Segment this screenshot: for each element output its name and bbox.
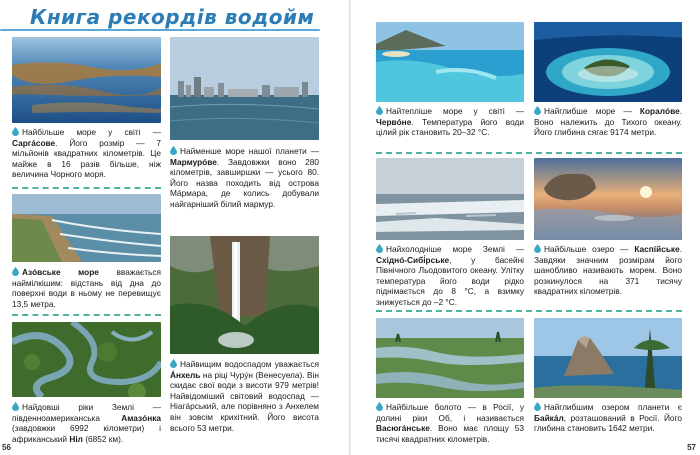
entry-name: Саргáсове [12, 137, 56, 148]
photo-angel-falls [170, 236, 319, 354]
entry-text: Найбільше озеро — [544, 244, 635, 254]
page-number-right: 57 [687, 443, 696, 452]
entry-name: Васюгáнське [376, 423, 430, 434]
entry-vasyugan [376, 402, 524, 444]
entry-text: вважається наймілкішим: відстань від дна до поверхні води в ньому не перевищує 13,5 метра. [12, 267, 161, 309]
left-page [0, 0, 349, 455]
entry-siberian [376, 244, 524, 308]
photo-marmara-sea [170, 37, 319, 140]
divider [12, 314, 161, 316]
entry-text: . Його розмір — 7 мільйонів квадратних кілометрів. Це майже в 16 разів більше, ніж величина Чорного моря. [12, 137, 161, 180]
water-drop-icon [12, 127, 19, 136]
entry-name: Азóвське море [22, 267, 99, 277]
entry-text: . Воно має площу 53 тисячі квадратних кілометрів. [376, 423, 524, 444]
entry-sargasso [12, 127, 161, 180]
entry-name: Каспíйське [634, 244, 680, 254]
entry-text: Найтепліше море у світі — [386, 106, 524, 116]
right-page [351, 0, 700, 455]
photo-coral-sea [534, 22, 682, 102]
entry-coral [534, 106, 682, 138]
entry-name: Байкáл [534, 412, 564, 423]
water-drop-icon [376, 106, 383, 115]
divider [12, 187, 161, 189]
entry-text: . Температура його води цілий рік становить 20–32 °С. [376, 116, 524, 138]
water-drop-icon [12, 402, 19, 411]
water-drop-icon [170, 359, 177, 368]
photo-amazon-river [12, 322, 161, 397]
divider [376, 310, 682, 312]
water-drop-icon [12, 267, 19, 276]
entry-text: Найменше море нашої планети — [180, 146, 319, 156]
entry-angel [170, 359, 319, 433]
photo-azov-sea [12, 194, 161, 262]
photo-red-sea [376, 22, 524, 102]
entry-amazon [12, 402, 161, 444]
entry-name: Ніл [69, 433, 83, 444]
entry-red [376, 106, 524, 138]
entry-text: (6852 км). [82, 433, 124, 444]
entry-text: Найхолодніше море Землі — [386, 244, 524, 254]
entry-name: Амазóнка [121, 412, 161, 423]
water-drop-icon [170, 146, 177, 155]
photo-caspian-sea [534, 158, 682, 240]
entry-text: на ріці Чурýн (Венесуела). Він скидає свої води з висоти 979 метрів! Найвідоміший світовий водоспад — Ніагáрський, але порівняно з Анхелем він зовсім крихітний. Його висота всього 53 метри. [170, 369, 319, 433]
title-underline [0, 29, 320, 31]
entry-baikal [534, 402, 682, 434]
divider [376, 152, 682, 154]
water-drop-icon [376, 402, 383, 411]
water-drop-icon [534, 244, 541, 253]
entry-name: Коралóве [639, 106, 680, 116]
photo-vasyugan-swamp [376, 318, 524, 398]
photo-sargasso-sea [12, 37, 161, 123]
entry-text: Найглибшим озером планети є [544, 402, 682, 412]
entry-text: . Завдовжки воно 280 кілометрів, завширшки — усього 80. Його назва походить від острова Мáрмара, де колись добували найгарніший білий мармур. [170, 156, 319, 209]
water-drop-icon [534, 106, 541, 115]
entry-text: Найдовші ріки Землі — південноамериканська [12, 402, 161, 423]
photo-east-siberian-sea [376, 158, 524, 240]
entry-text: Найвищим водоспадом уважається [180, 359, 319, 369]
entry-name: Східнó-Сибі́рське [376, 254, 450, 265]
entry-name: Мармурóве [170, 156, 217, 167]
entry-text: . Воно належить до Тихого океану. Його глибина сягає 9174 метри. [534, 106, 682, 138]
entry-text: Найглибше море — [544, 106, 640, 116]
entry-text: (завдовжки 6992 кілометри) і африканський [12, 423, 161, 444]
photo-baikal-lake [534, 318, 682, 398]
entry-text: , розташований в Росії. Його глибина становить 1642 метри. [534, 412, 682, 434]
entry-text: Найбільше море у світі — [22, 127, 161, 137]
entry-caspian [534, 244, 682, 297]
entry-name: Червóне [376, 116, 412, 127]
page-number-left: 56 [2, 443, 11, 452]
entry-marmara [170, 146, 319, 210]
water-drop-icon [534, 402, 541, 411]
water-drop-icon [376, 244, 383, 253]
entry-name: Áнхель [170, 369, 201, 380]
page-title: Книга рекордів водойм [30, 5, 315, 29]
entry-text: , у басейні Північного Льодовитого океану. Улітку температура його води рідко піднімається до 8 °С, а взимку знижується до –2 °С. [376, 254, 524, 307]
entry-azov [12, 267, 161, 309]
entry-text: Найбільше болото — в Росії, у долині ріки Об, і називається [376, 402, 524, 423]
entry-text: . Завдяки значним розмірам його шанобливо називають морем. Воно розкинулося на 371 тисячу квадратних кілометрів. [534, 244, 682, 297]
